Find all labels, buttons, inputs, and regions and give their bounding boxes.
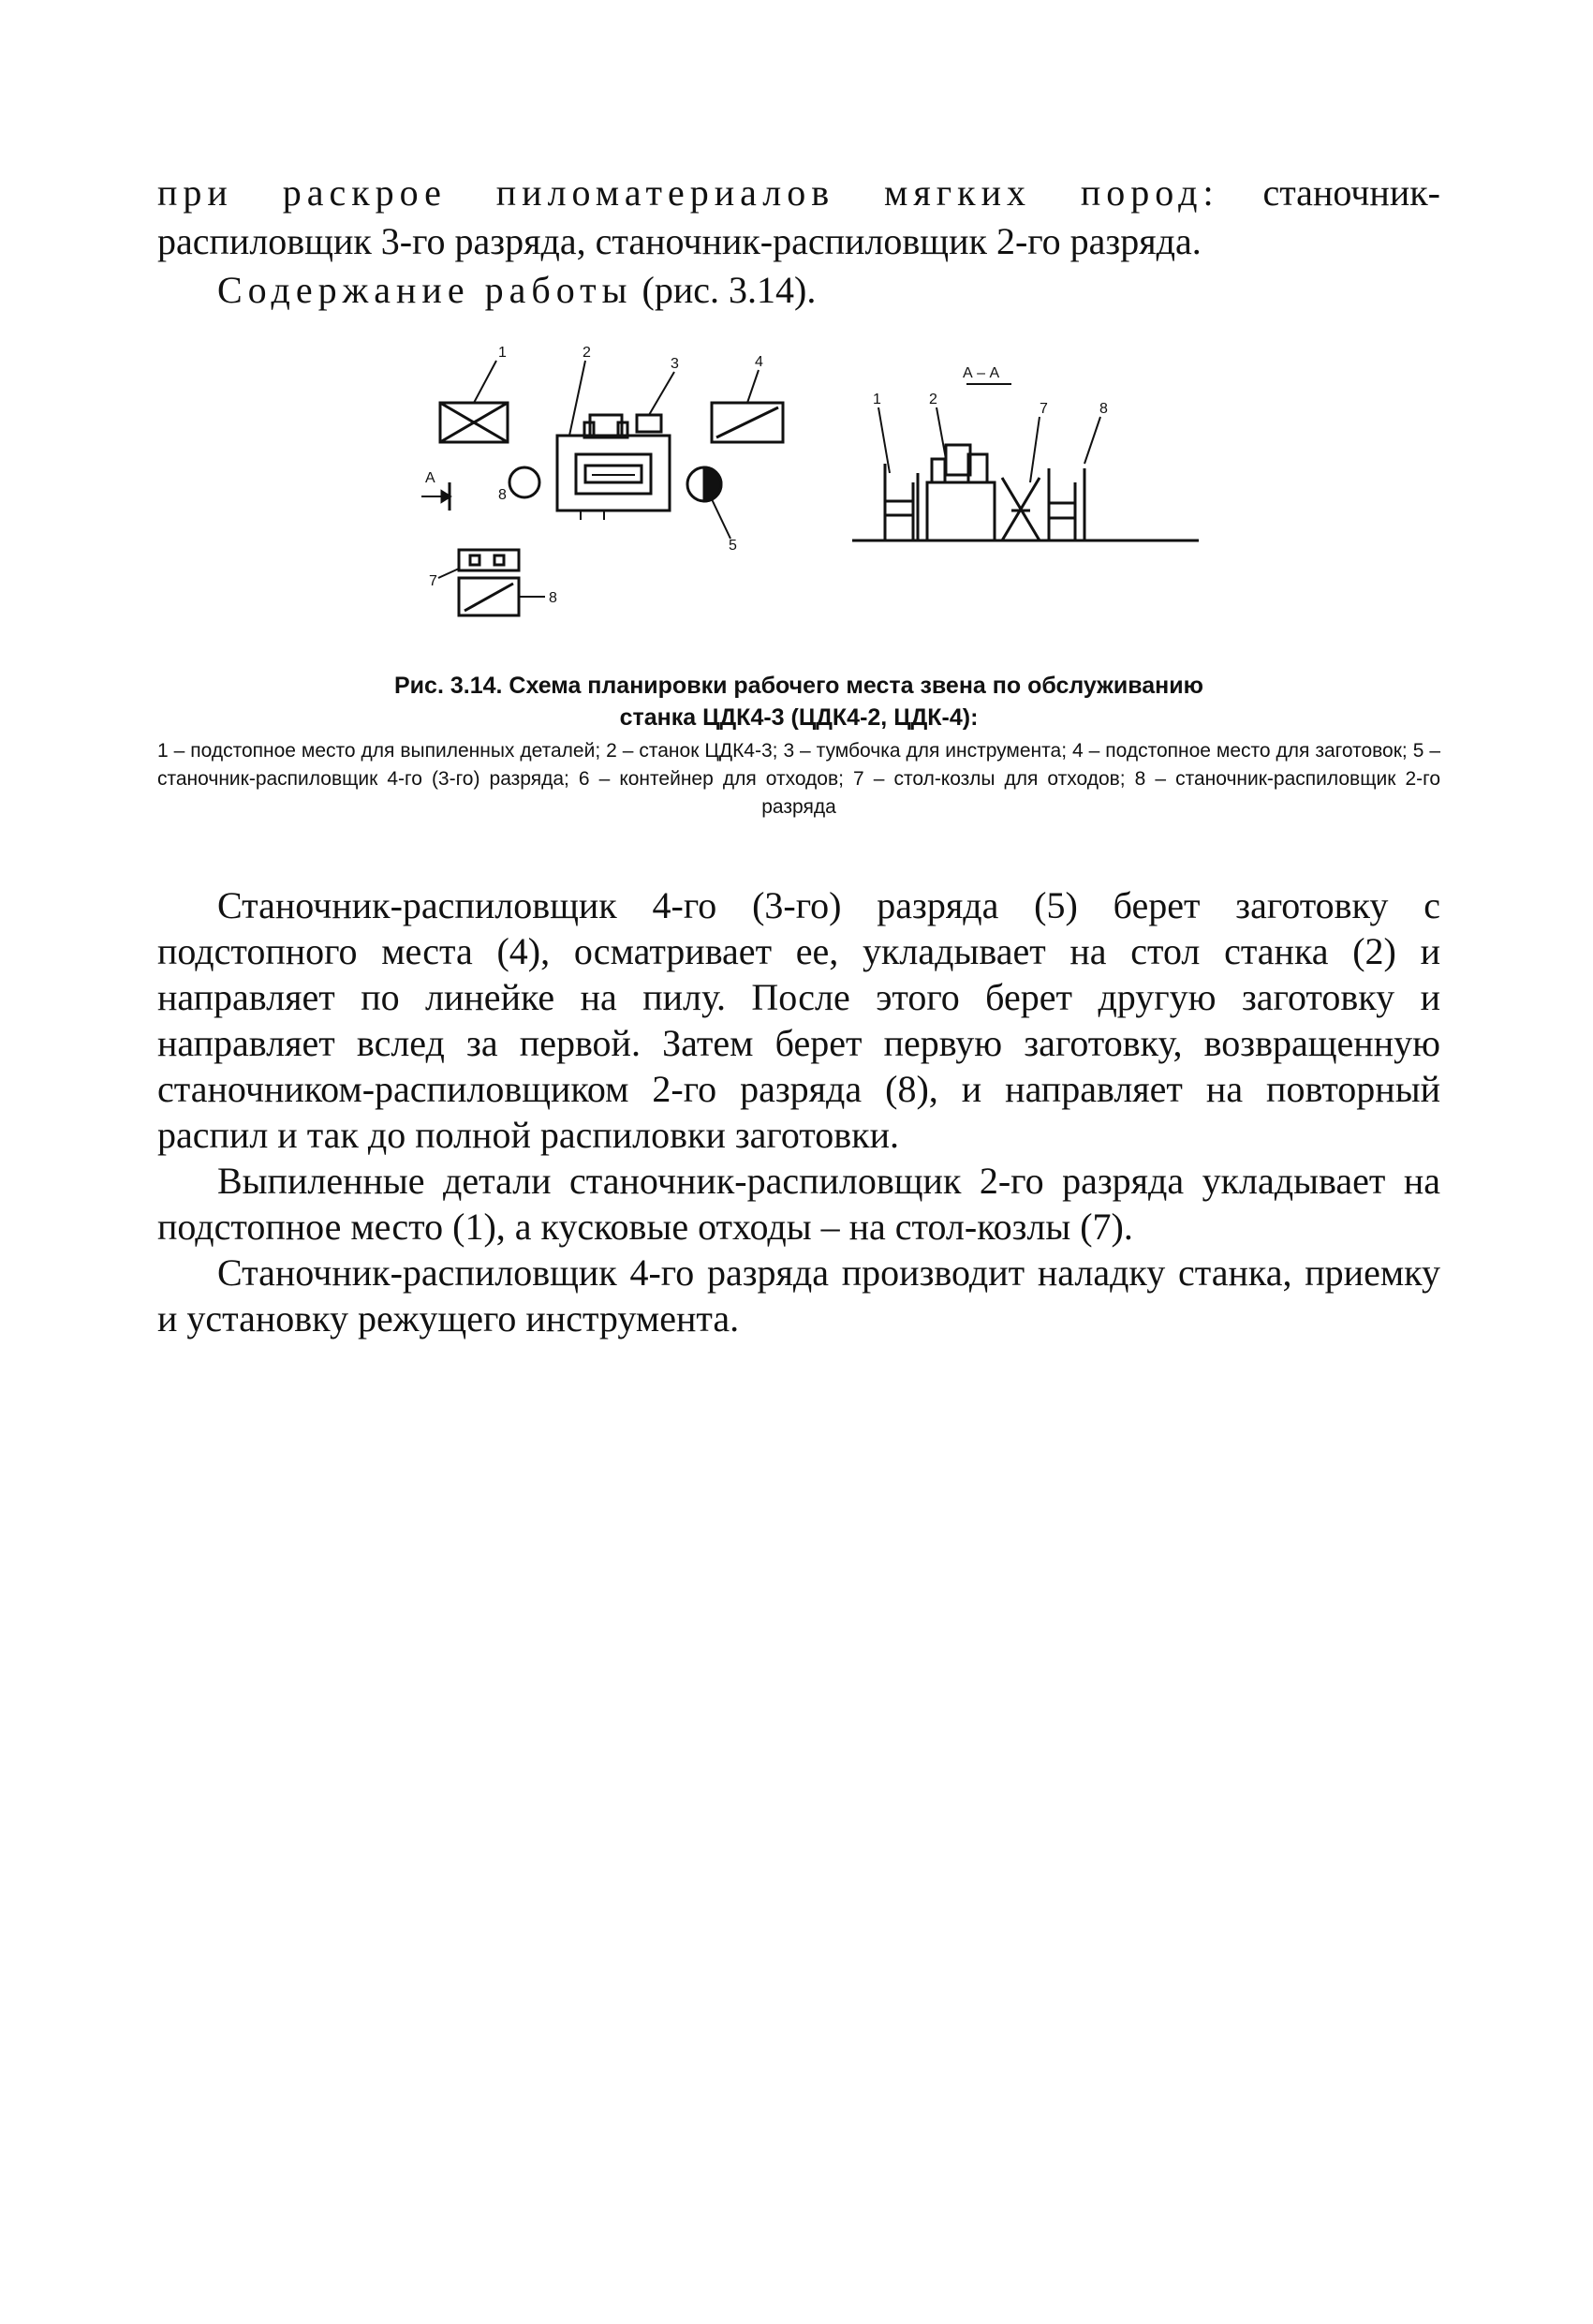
intro-text: станочник-распиловщик 3-го разряда, станочник-распиловщик 2-го разряда. xyxy=(157,171,1440,262)
body-text xyxy=(157,882,1440,1341)
intro-spaced-text: при раскрое пиломатериалов мягких пород: xyxy=(157,171,1219,214)
plan-label-2: 2 xyxy=(583,345,591,361)
plan-label-arrow-a: A xyxy=(425,470,435,486)
plan-label-5: 5 xyxy=(729,538,737,554)
plan-cabinet-3 xyxy=(637,415,661,432)
caption-title-line1: Рис. 3.14. Схема планировки рабочего места звена по обслуживанию xyxy=(394,673,1203,699)
section-title: А – А xyxy=(963,365,1000,381)
caption-title-line2: станка ЦДК4-3 (ЦДК4-2, ЦДК-4): xyxy=(619,704,979,731)
content-spaced-text: Содержание работы xyxy=(217,269,633,311)
plan-label-8b: 8 xyxy=(549,590,557,606)
workplace-layout-figure xyxy=(393,333,1236,642)
layout-drawing xyxy=(393,333,1236,642)
plan-table-7 xyxy=(459,550,519,570)
section-label-2: 2 xyxy=(929,392,937,407)
section-label-8: 8 xyxy=(1099,401,1108,417)
caption-legend: 1 – подстопное место для выпиленных деталей; 2 – станок ЦДК4-3; 3 – тумбочка для инструмента; 4 – подстопное место для заготовок; 5 – станочник-распиловщик 4-го (3-го) разряда; 6 – контейнер для отходов; 7 – стол-козлы для отходов; 8 – станочник-распиловщик 2-го разряда xyxy=(157,740,1440,818)
intro-paragraph xyxy=(157,169,1440,266)
plan-label-4: 4 xyxy=(755,354,763,370)
section-label-1: 1 xyxy=(873,392,881,407)
intro-block xyxy=(157,169,1440,315)
section-label-7: 7 xyxy=(1040,401,1048,417)
paragraph-3: Станочник-распиловщик 4-го разряда производит наладку станка, приемку и установку режущего инструмента. xyxy=(157,1251,1440,1340)
paragraph-1: Станочник-распиловщик 4-го (3-го) разряда (5) берет заготовку с подстопного места (4), осматривает ее, укладывает на стол станка (2) и направляет по линейке на пилу. После этого берет другую заготовку и направляет вслед за первой. Затем берет первую заготовку, возвращенную станочником-распиловщиком 2-го разряда (8), и направляет на повторный распил и так до полной распиловки заготовки. xyxy=(157,884,1440,1156)
paragraph-2: Выпиленные детали станочник-распиловщик 2-го разряда укладывает на подстопное место (1), а кусковые отходы – на стол-козлы (7). xyxy=(157,1160,1440,1248)
content-heading xyxy=(157,266,1440,315)
plan-label-7: 7 xyxy=(429,573,437,589)
section-machine-2 xyxy=(927,482,995,540)
plan-label-1: 1 xyxy=(498,345,507,361)
plan-machine-2 xyxy=(557,436,670,511)
plan-worker-8 xyxy=(509,467,539,497)
content-ref: (рис. 3.14). xyxy=(632,269,817,311)
plan-label-8a: 8 xyxy=(498,487,507,503)
plan-label-3: 3 xyxy=(671,356,679,372)
figure-caption xyxy=(157,670,1440,822)
